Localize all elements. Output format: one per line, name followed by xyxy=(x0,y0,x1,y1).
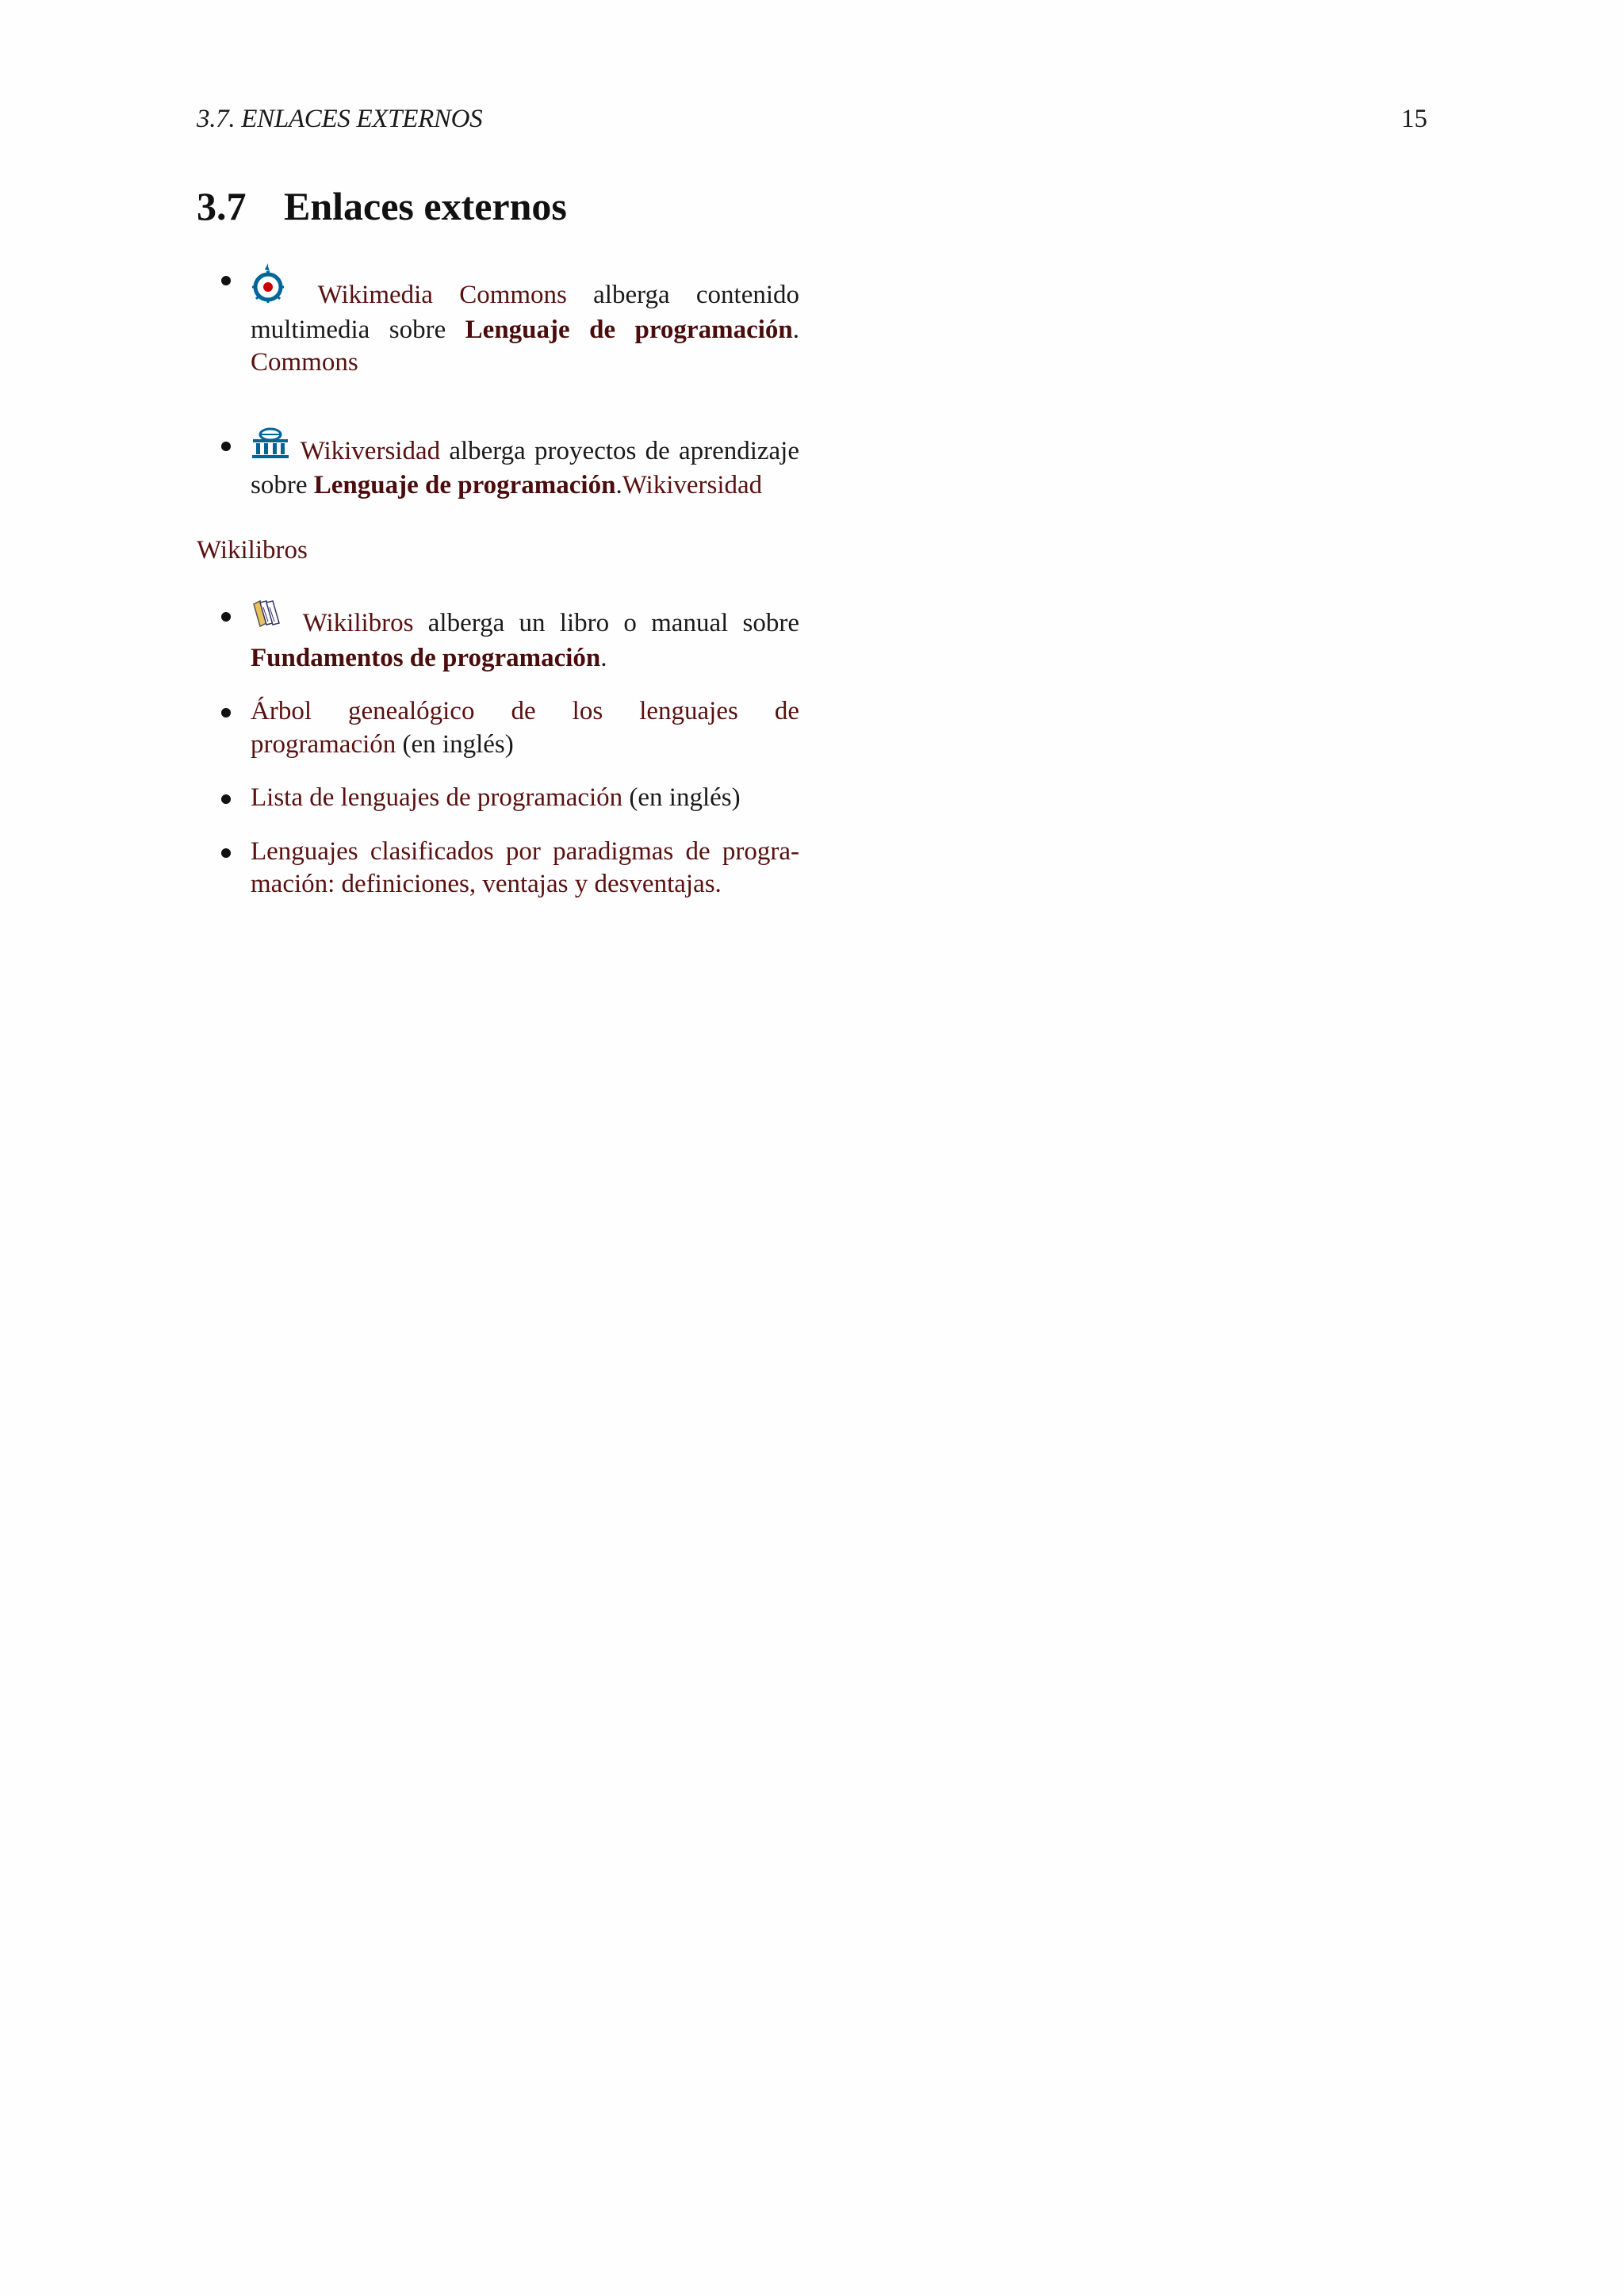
running-header-chapter: 3.7. ENLACES EXTERNOS xyxy=(197,105,483,133)
section-title: Enlaces externos xyxy=(284,184,567,228)
running-header xyxy=(197,101,1427,136)
wikiversity-icon[interactable] xyxy=(251,427,290,470)
fundamentos-de-programacion-link[interactable]: Fundamentos de programación xyxy=(251,643,601,672)
item-text-after: . xyxy=(792,315,799,344)
wikilibros-link[interactable]: Wikilibros xyxy=(302,609,414,637)
sister-projects-list xyxy=(197,262,799,503)
wikimedia-commons-icon[interactable] xyxy=(251,262,285,314)
lenguajes-clasificados-link[interactable]: Lenguajes clasificados por paradigmas de programación: definiciones, ventajas y desventajas. xyxy=(251,836,799,898)
item-text: alberga contenido multimedia sobre xyxy=(251,281,800,344)
list-item xyxy=(197,262,799,380)
list-item xyxy=(197,782,799,815)
wikimedia-commons-link[interactable]: Wikimedia Commons xyxy=(317,281,567,309)
page-number: 15 xyxy=(1401,105,1427,133)
section-heading xyxy=(197,182,567,230)
wikibooks-icon[interactable] xyxy=(251,599,282,642)
bullet xyxy=(221,442,231,451)
item-text-after: . xyxy=(615,471,622,499)
list-item xyxy=(197,836,799,901)
item-text: alberga proyectos de aprendizaje sobre xyxy=(251,436,800,499)
list-item xyxy=(197,599,799,675)
lenguaje-de-programacion-link[interactable]: Lenguaje de programación xyxy=(313,471,616,499)
item-text: (en inglés) xyxy=(396,729,514,759)
bullet xyxy=(221,794,231,804)
list-item xyxy=(197,427,799,503)
commons-link[interactable]: Commons xyxy=(251,348,358,377)
arbol-genealogico-link[interactable]: Árbol genealógico de los lenguajes de programación xyxy=(251,697,799,759)
item-text: alberga un libro o manual sobre xyxy=(413,609,799,637)
item-text-after: . xyxy=(600,643,607,672)
bullet xyxy=(221,612,231,622)
wikiversidad-link[interactable]: Wikiversidad xyxy=(300,436,441,465)
bullet xyxy=(221,848,231,858)
bullet xyxy=(221,708,231,718)
bullet xyxy=(221,276,231,285)
lista-de-lenguajes-link[interactable]: Lista de lenguajes de programación xyxy=(251,783,623,812)
wikiversidad-trailing-link[interactable]: Wikiversidad xyxy=(622,471,763,499)
external-links-list xyxy=(197,599,799,922)
list-item xyxy=(197,695,799,761)
section-number: 3.7 xyxy=(197,184,247,228)
item-text: (en inglés) xyxy=(622,783,741,812)
wikilibros-link[interactable]: Wikilibros xyxy=(197,536,308,564)
lenguaje-de-programacion-link[interactable]: Lenguaje de programación xyxy=(465,315,793,344)
